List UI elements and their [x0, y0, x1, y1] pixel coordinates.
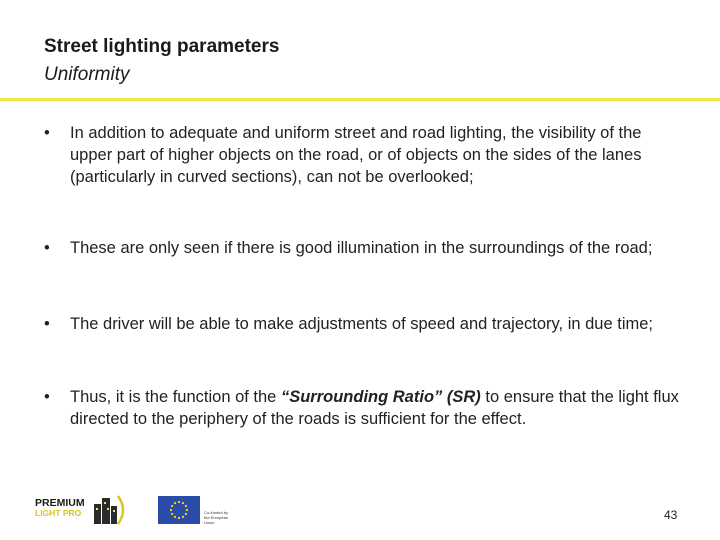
surrounding-ratio-emphasis: “Surrounding Ratio” (SR)	[280, 388, 481, 406]
bullet-marker: •	[44, 239, 50, 257]
bullet-item	[44, 237, 684, 259]
bullet-text: In addition to adequate and uniform street and road lighting, the visibility of the upper part of higher objects on the road, or of objects on the sides of the lanes (particularly in curved sections), can not be overlooked;	[70, 124, 642, 186]
bullet-item	[44, 122, 684, 188]
eu-flag-icon	[158, 496, 200, 524]
bullet-text-part: Thus, it is the function of the	[70, 388, 281, 406]
bullet-text	[70, 386, 684, 430]
bullet-text: These are only seen if there is good illumination in the surroundings of the road;	[70, 239, 653, 257]
logo-line2: LIGHT PRO	[35, 508, 82, 518]
bullet-item	[44, 386, 684, 430]
bullet-marker: •	[44, 315, 50, 333]
bullet-marker: •	[44, 124, 50, 142]
slide-title: Street lighting parameters	[44, 36, 280, 57]
logo-line1: PREMIUM	[35, 497, 85, 509]
bullet-marker: •	[44, 388, 50, 406]
eu-caption: Co-funded by the European Union	[204, 510, 229, 525]
bullet-item	[44, 313, 684, 335]
eu-logo	[158, 496, 234, 524]
bullet-text: The driver will be able to make adjustments of speed and trajectory, in due time;	[70, 315, 653, 333]
page-number: 43	[664, 508, 678, 522]
bullet-text-part: to ensure that the light flux directed to the periphery of the roads is sufficient for the effect.	[70, 388, 679, 428]
premium-light-pro-logo	[34, 492, 130, 528]
building-icon	[94, 496, 123, 524]
slide-subtitle: Uniformity	[44, 64, 130, 85]
header-divider	[0, 98, 720, 101]
